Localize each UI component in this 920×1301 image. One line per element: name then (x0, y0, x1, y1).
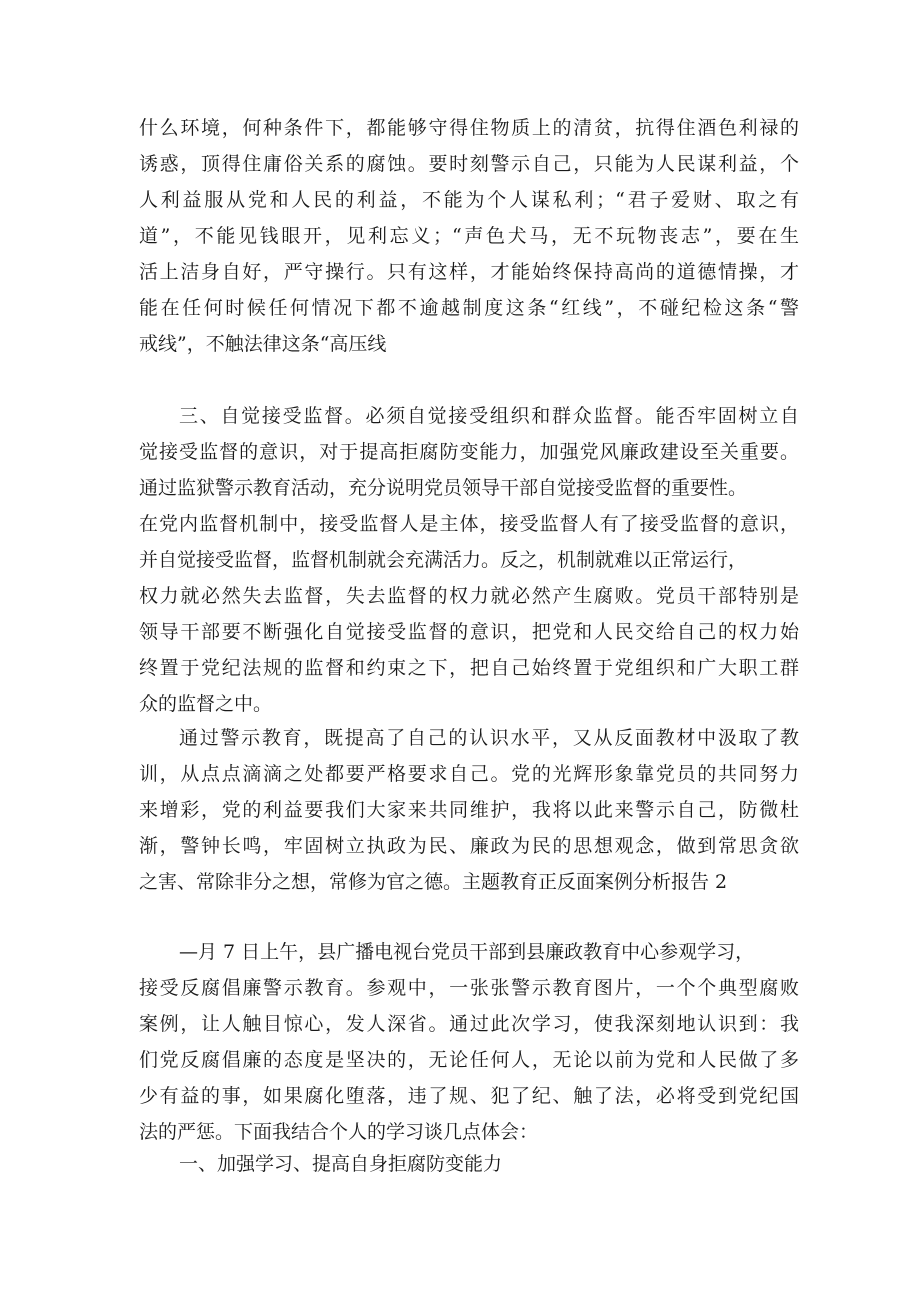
text-line: 权力就必然失去监督，失去监督的权力就必然产生腐败。党员干部特别是 (139, 585, 799, 607)
text-line: —月 7 日上午，县广播电视台党员干部到县廉政教育中心参观学习， (179, 941, 755, 963)
text-line: 诱惑，顶得住庸俗关系的腐蚀。要时刻警示自己，只能为人民谋利益，个 (139, 153, 799, 175)
text-line: 活上洁身自好，严守操行。只有这样，才能始终保持高尚的道德情操，才 (139, 261, 799, 283)
text-line: 众的监督之中。 (139, 693, 273, 715)
text-line: 案例，让人触目惊心，发人深省。通过此次学习，使我深刻地认识到：我 (139, 1013, 799, 1035)
text-line: 渐，警钟长鸣，牢固树立执政为民、廉政为民的思想观念，做到常思贪欲 (139, 835, 799, 857)
text-line: 少有益的事，如果腐化堕落，违了规、犯了纪、触了法，必将受到党纪国 (139, 1085, 799, 1107)
text-line: 法的严惩。下面我结合个人的学习谈几点体会： (139, 1121, 539, 1143)
text-line: 领导干部要不断强化自觉接受监督的意识，把党和人民交给自己的权力始 (139, 621, 799, 643)
text-line: 来增彩，党的利益要我们大家来共同维护，我将以此来警示自己，防微杜 (139, 799, 799, 821)
text-line: 人利益服从党和人民的利益，不能为个人谋私利；“君子爱财、取之有 (139, 189, 799, 211)
text-line: 三、自觉接受监督。必须自觉接受组织和群众监督。能否牢固树立自 (179, 405, 799, 427)
text-line: 什么环境，何种条件下，都能够守得住物质上的清贫，抗得住酒色利禄的 (139, 117, 799, 139)
text-line: 通过监狱警示教育活动，充分说明党员领导干部自觉接受监督的重要性。 (139, 477, 748, 499)
text-line: 戒线”，不触法律这条“高压线 (139, 333, 387, 355)
text-line: 训，从点点滴滴之处都要严格要求自己。党的光辉形象靠党员的共同努力 (139, 763, 799, 785)
text-line: 通过警示教育，既提高了自己的认识水平，又从反面教材中汲取了教 (179, 727, 799, 749)
text-line: 接受反腐倡廉警示教育。参观中，一张张警示教育图片，一个个典型腐败 (139, 977, 799, 999)
text-line: 觉接受监督的意识，对于提高拒腐防变能力，加强党风廉政建设至关重要。 (139, 441, 799, 463)
section-heading: 一、加强学习、提高自身拒腐防变能力 (179, 1153, 503, 1175)
text-line: 之害、常除非分之想，常修为官之德。主题教育正反面案例分析报告 2 (139, 871, 728, 893)
text-line: 能在任何时候任何情况下都不逾越制度这条“红线”，不碰纪检这条“警 (139, 297, 799, 319)
text-line: 在党内监督机制中，接受监督人是主体，接受监督人有了接受监督的意识， (139, 513, 799, 535)
text-line: 道”，不能见钱眼开，见利忘义；“声色犬马，无不玩物丧志”，要在生 (139, 225, 799, 247)
text-line: 终置于党纪法规的监督和约束之下，把自己始终置于党组织和广大职工群 (139, 657, 799, 679)
text-line: 并自觉接受监督，监督机制就会充满活力。反之，机制就难以正常运行， (139, 549, 748, 571)
text-line: 们党反腐倡廉的态度是坚决的，无论任何人，无论以前为党和人民做了多 (139, 1049, 799, 1071)
